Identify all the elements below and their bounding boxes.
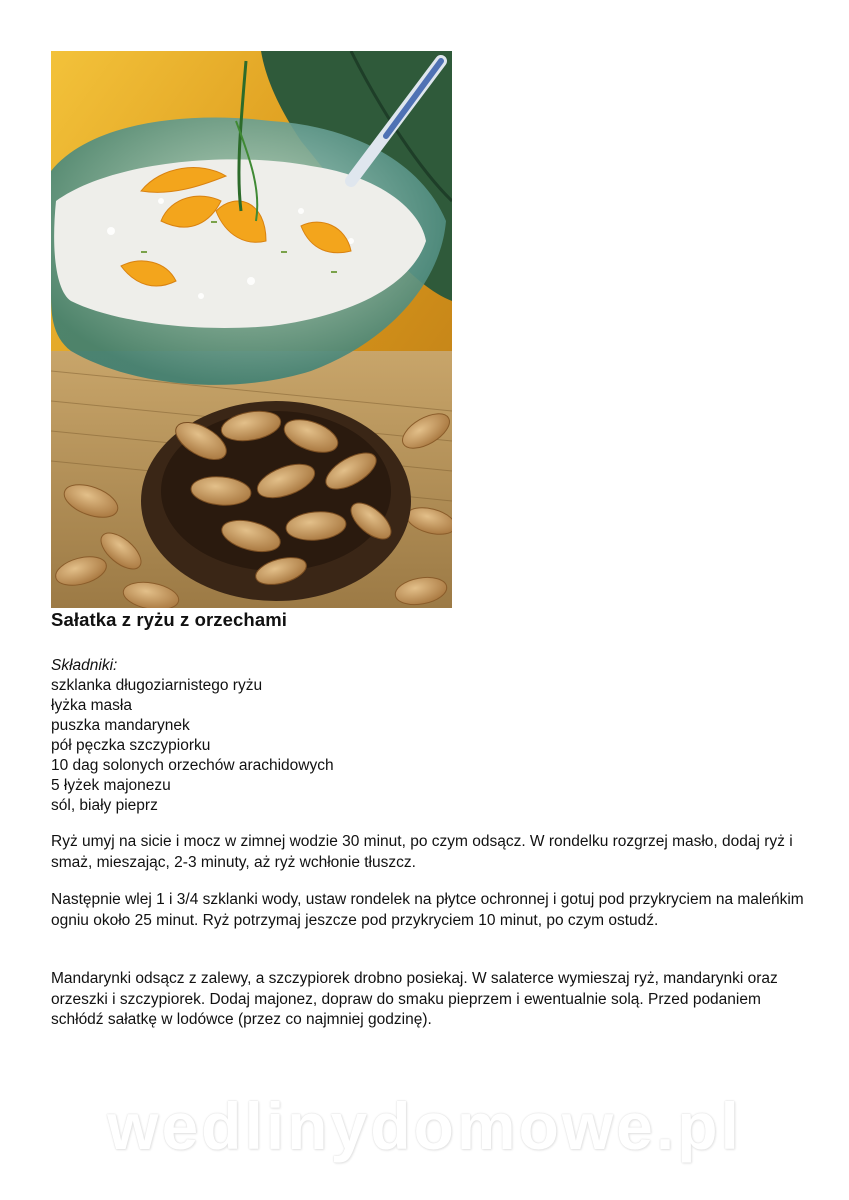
instruction-step-2: Następnie wlej 1 i 3/4 szklanki wody, ustaw rondelek na płytce ochronnej i gotuj pod przykryciem na maleńkim ogniu około 25 minut. Ryż potrzymaj jeszcze pod przykryciem 10 minut, po czym ostudź. [51, 891, 804, 929]
ingredient-item: szklanka długoziarnistego ryżu [51, 677, 263, 694]
ingredient-item: puszka mandarynek [51, 717, 190, 734]
ingredient-item: 10 dag solonych orzechów arachidowych [51, 757, 334, 774]
ingredient-item: pół pęczka szczypiorku [51, 737, 211, 754]
watermark: wedlinydomowe.pl [107, 1089, 742, 1163]
instruction-step-3: Mandarynki odsącz z zalewy, a szczypiorek drobno posiekaj. W salaterce wymieszaj ryż, mandarynki oraz orzeszki i szczypiorek. Dodaj majonez, dopraw do smaku pieprzem i ewentualnie solą. Przed podaniem schłódź sałatkę w lodówce (przez co najmniej godzinę). [51, 970, 778, 1028]
ingredients-label: Składniki: [51, 657, 118, 674]
recipe-title: Sałatka z ryżu z orzechami [51, 609, 287, 630]
ingredient-item: 5 łyżek majonezu [51, 777, 171, 794]
ingredients-section [51, 656, 334, 816]
instruction-step-1: Ryż umyj na sicie i mocz w zimnej wodzie 30 minut, po czym odsącz. W rondelku rozgrzej masło, dodaj ryż i smaż, mieszając, 2-3 minuty, aż ryż wchłonie tłuszcz. [51, 833, 793, 871]
recipe-photo [51, 51, 452, 608]
rice-salad-peanuts-image [51, 51, 452, 608]
ingredient-item: łyżka masła [51, 697, 132, 714]
ingredient-item: sól, biały pieprz [51, 797, 158, 814]
